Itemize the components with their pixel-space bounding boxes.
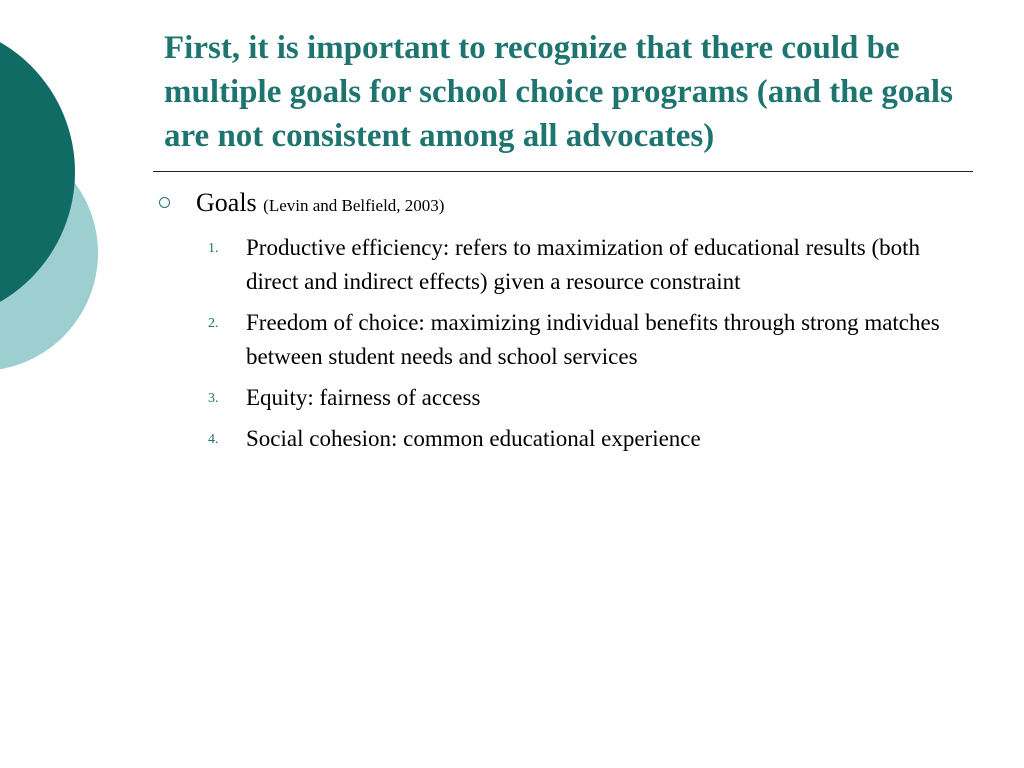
- list-number: 3.: [208, 391, 219, 406]
- list-item-text: Social cohesion: common educational experience: [246, 426, 701, 451]
- list-number: 2.: [208, 316, 219, 331]
- list-item-text: Freedom of choice: maximizing individual benefits through strong matches between student needs and school services: [246, 310, 940, 369]
- goals-list: [156, 231, 946, 456]
- list-item-text: Productive efficiency: refers to maximization of educational results (both direct and indirect effects) given a resource constraint: [246, 235, 921, 294]
- list-item: [156, 422, 946, 456]
- goals-bullet: [156, 186, 946, 223]
- citation: (Levin and Belfield, 2003): [263, 196, 445, 215]
- goals-heading: Goals: [196, 188, 257, 217]
- slide-content: [156, 186, 946, 463]
- slide-title: First, it is important to recognize that there could be multiple goals for school choice programs (and the goals are not consistent among all advocates): [164, 30, 953, 154]
- list-number: 1.: [208, 241, 219, 256]
- list-item: [156, 231, 946, 299]
- title-divider: [153, 171, 973, 172]
- decorative-circles: [0, 0, 110, 420]
- list-item: [156, 381, 946, 415]
- hollow-circle-bullet-icon: [159, 197, 170, 208]
- list-number: 4.: [208, 432, 219, 447]
- list-item: [156, 306, 946, 374]
- list-item-text: Equity: fairness of access: [246, 385, 481, 410]
